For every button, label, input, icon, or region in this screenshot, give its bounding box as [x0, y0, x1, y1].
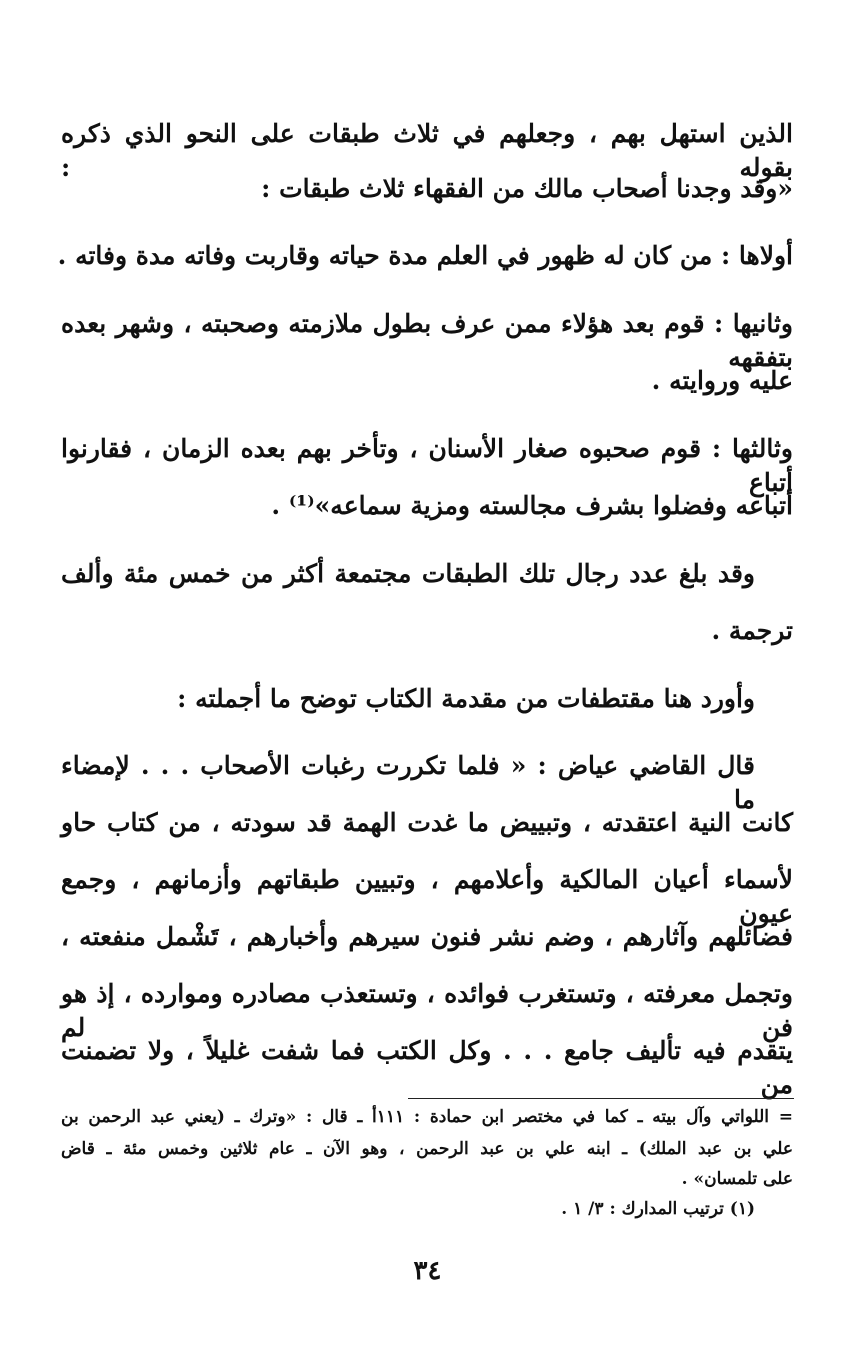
footnote-line-1: = اللواتي وآل بيته ـ كما في مختصر ابن حمادة : ١١١أ ـ قال : «وترك ـ (يعني عبد الرحمن بن [61, 1107, 793, 1127]
body-line-13: لأسماء أعيان المالكية وأعلامهم ، وتبيين طبقاتهم وأزمانهم ، وجمع عيون [61, 865, 793, 928]
footnote-line-2: علي بن عبد الملك) ـ ابنه علي بن عبد الرحمن ، وهو الآن ـ عام ثلاثين وخمس مئة ـ قاض [61, 1139, 793, 1159]
body-line-11: قال القاضي عياض : « فلما تكررت رغبات الأصحاب . . . لإمضاء ما [61, 751, 755, 814]
body-line-1: الذين استهل بهم ، وجعلهم في ثلاث طبقات على النحو الذي ذكره بقوله : [61, 119, 793, 182]
body-line-5: عليه وروايته . [651, 366, 793, 395]
footnote-separator [408, 1098, 794, 1099]
body-line-8: وقد بلغ عدد رجال تلك الطبقات مجتمعة أكثر من خمس مئة وألف [61, 559, 755, 588]
body-line-14: فضائلهم وآثارهم ، وضم نشر فنون سيرهم وأخبارهم ، تَشْمل منفعته ، [61, 922, 793, 951]
body-line-2: «وقد وجدنا أصحاب مالك من الفقهاء ثلاث طبقات : [261, 174, 793, 203]
page-number: ٣٤ [413, 1256, 442, 1286]
body-line-6: وثالثها : قوم صحبوه صغار الأسنان ، وتأخر بهم بعده الزمان ، فقارنوا أتباع [61, 434, 793, 497]
body-line-4: وثانيها : قوم بعد هؤلاء ممن عرف بطول ملازمته وصحبته ، وشهر بعده بتفقهه [61, 309, 793, 372]
body-line-12: كانت النية اعتقدته ، وتبييض ما غدت الهمة قد سودته ، من كتاب حاو [61, 808, 793, 837]
body-line-10: وأورد هنا مقتطفات من مقدمة الكتاب توضح ما أجملته : [177, 684, 755, 713]
body-line-3: أولاها : من كان له ظهور في العلم مدة حياته وقاربت وفاته مدة وفاته . [57, 241, 793, 270]
body-line-16: يتقدم فيه تأليف جامع . . . وكل الكتب فما شفت غليلاً ، ولا تضمنت من [61, 1036, 793, 1099]
footnote-line-4: (١) ترتيب المدارك : ٣/ ١ . [561, 1199, 755, 1219]
body-line-9: ترجمة . [711, 616, 793, 645]
footnote-line-3: على تلمسان» . [681, 1169, 793, 1189]
body-line-15: وتجمل معرفته ، وتستغرب فوائده ، وتستعذب مصادره وموارده ، إذ هو فن لم [61, 979, 793, 1042]
body-line-7: أتباعه وفضلوا بشرف مجالسته ومزية سماعه»⁽¹⁾ . [271, 491, 793, 520]
